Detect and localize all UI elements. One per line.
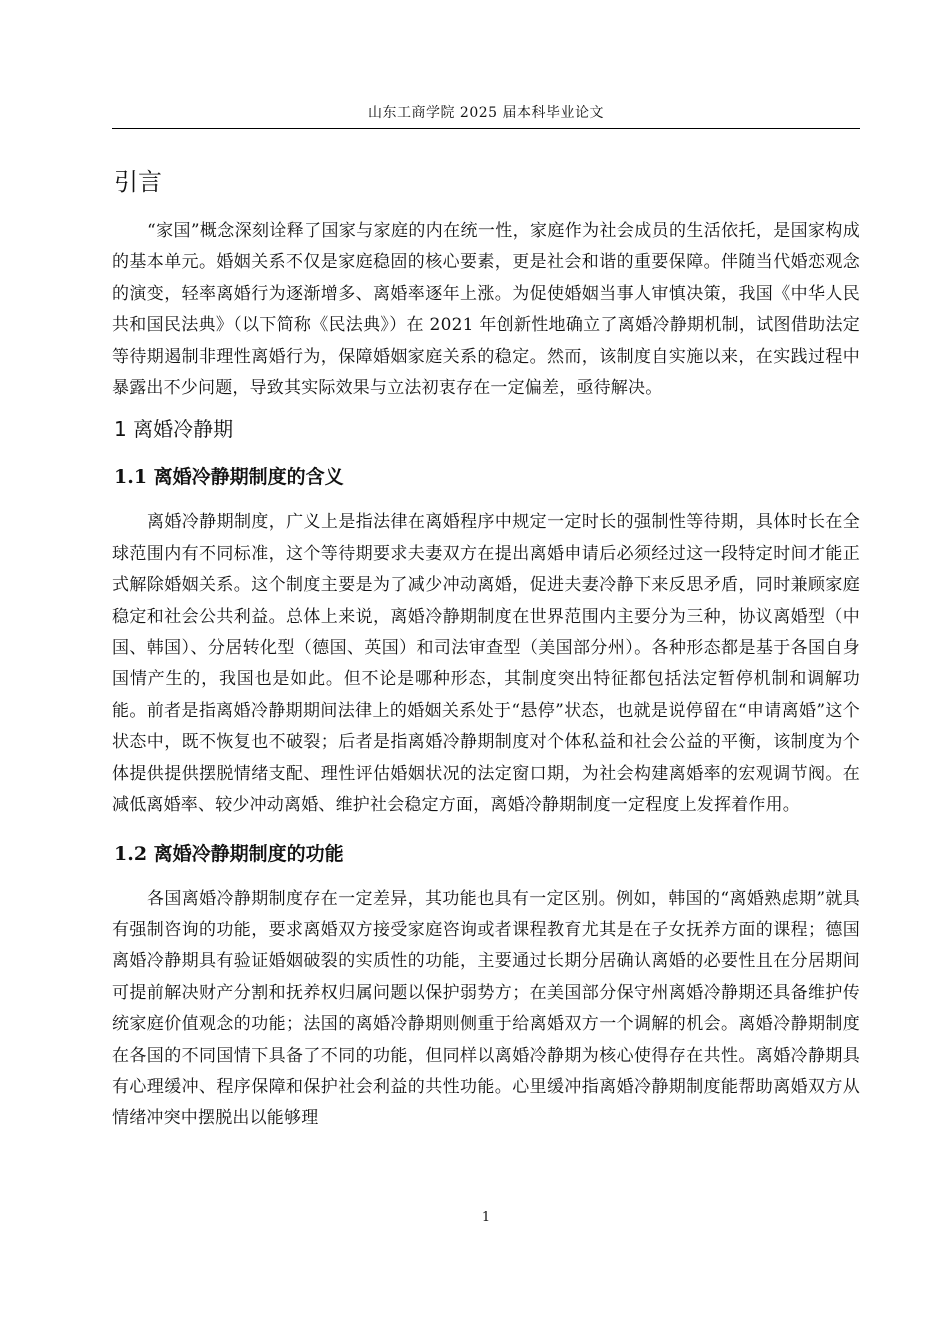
introduction-heading: 引言: [114, 168, 162, 196]
introduction-paragraph: “家国”概念深刻诠释了国家与家庭的内在统一性，家庭作为社会成员的生活依托，是国家构成的基本单元。婚姻关系不仅是家庭稳固的核心要素，更是社会和谐的重要保障。伴随当代婚恋观念的演变，轻率离婚行为逐渐增多、离婚率逐年上涨。为促使婚姻当事人审慎决策，我国《中华人民共和国民法典》（以下简称《民法典》）在 2021 年创新性地确立了离婚冷静期机制，试图借助法定等待期遏制非理性离婚行为，保障婚姻家庭关系的稳定。然而，该制度自实施以来，在实践过程中暴露出不少问题，导致其实际效果与立法初衷存在一定偏差，亟待解决。: [112, 221, 860, 399]
page-content: [112, 152, 860, 1135]
header-divider: [112, 128, 860, 129]
section-1-2-heading: 1.2 离婚冷静期制度的功能: [114, 842, 344, 865]
running-header: 山东工商学院 2025 届本科毕业论文: [367, 105, 605, 121]
page-number: 1: [481, 1210, 491, 1225]
section-1-heading: 1 离婚冷静期: [114, 417, 234, 442]
section-1-1-heading: 1.1 离婚冷静期制度的含义: [114, 466, 344, 489]
section-1-2-paragraph: 各国离婚冷静期制度存在一定差异，其功能也具有一定区别。例如，韩国的“离婚熟虑期”就具有强制咨询的功能，要求离婚双方接受家庭咨询或者课程教育尤其是在子女抚养方面的课程；德国离婚冷静期具有验证婚姻破裂的实质性的功能，主要通过长期分居确认离婚的必要性且在分居期间可提前解决财产分割和抚养权归属问题以保护弱势方；在美国部分保守州离婚冷静期还具备维护传统家庭价值观念的功能；法国的离婚冷静期则侧重于给离婚双方一个调解的机会。离婚冷静期制度在各国的不同国情下具备了不同的功能，但同样以离婚冷静期为核心使得存在共性。离婚冷静期具有心理缓冲、程序保障和保护社会利益的共性功能。心里缓冲指离婚冷静期制度能帮助离婚双方从情绪冲突中摆脱出以能够理: [112, 888, 860, 1129]
section-1-1-paragraph: 离婚冷静期制度，广义上是指法律在离婚程序中规定一定时长的强制性等待期，具体时长在全球范围内有不同标准，这个等待期要求夫妻双方在提出离婚申请后必须经过这一段特定时间才能正式解除婚姻关系。这个制度主要是为了减少冲动离婚，促进夫妻冷静下来反思矛盾，同时兼顾家庭稳定和社会公共利益。总体上来说，离婚冷静期制度在世界范围内主要分为三种，协议离婚型（中国、韩国）、分居转化型（德国、英国）和司法审查型（美国部分州）。各种形态都是基于各国自身国情产生的，我国也是如此。但不论是哪种形态，其制度突出特征都包括法定暂停机制和调解功能。前者是指离婚冷静期期间法律上的婚姻关系处于“悬停”状态，也就是说停留在“申请离婚”这个状态中，既不恢复也不破裂；后者是指离婚冷静期制度对个体私益和社会公益的平衡，该制度为个体提供提供摆脱情绪支配、理性评估婚姻状况的法定窗口期，为社会构建离婚率的宏观调节阀。在减低离婚率、较少冲动离婚、维护社会稳定方面，离婚冷静期制度一定程度上发挥着作用。: [112, 512, 860, 816]
